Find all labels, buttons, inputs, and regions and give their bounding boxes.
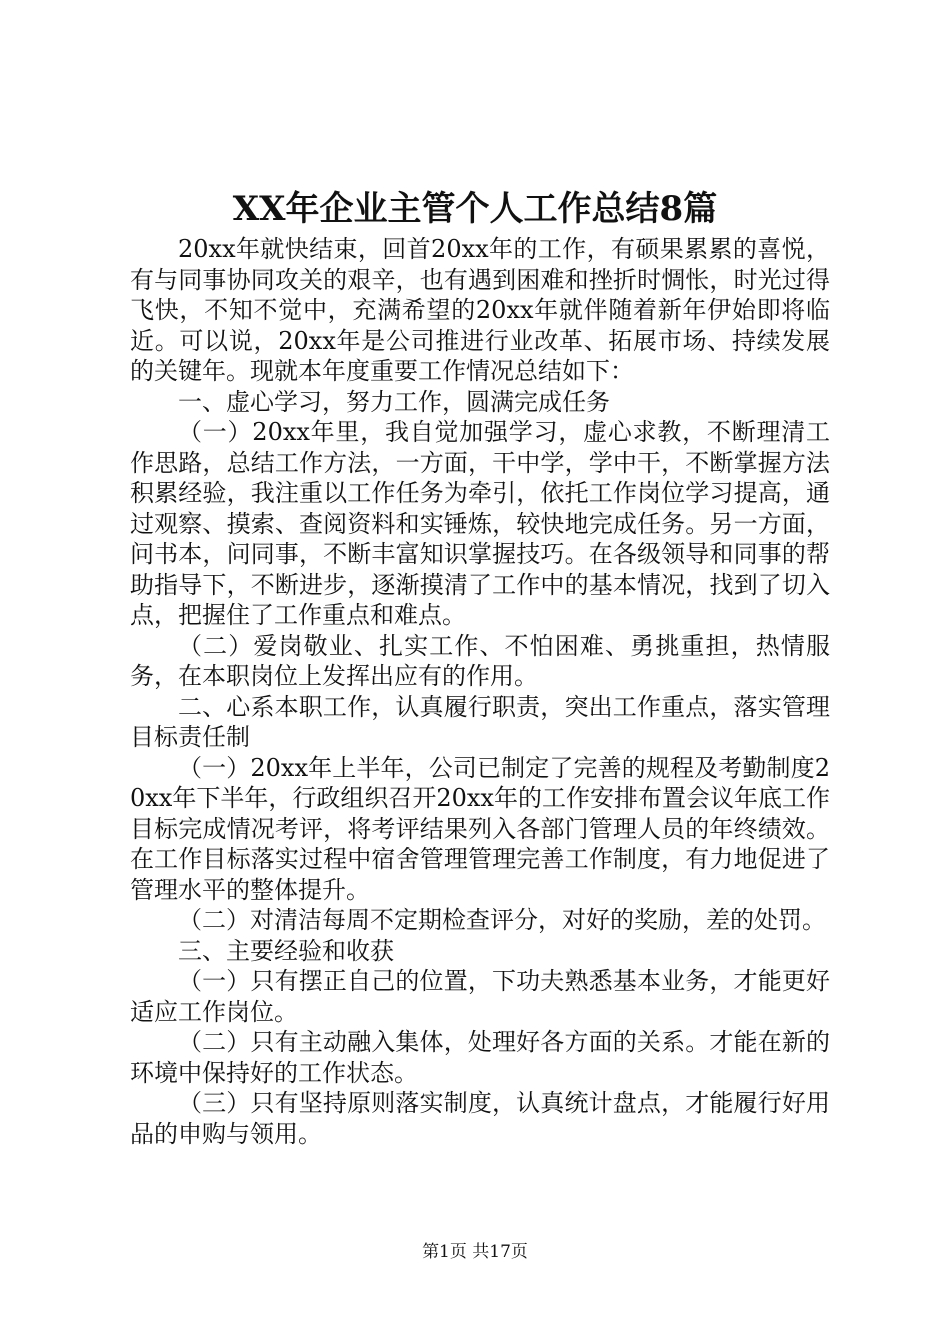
- section-3-item-1: （一）只有摆正自己的位置，下功夫熟悉基本业务，才能更好适应工作岗位。: [130, 967, 830, 1026]
- section-1-item-2: （二）爱岗敬业、扎实工作、不怕困难、勇挑重担，热情服务，在本职岗位上发挥出应有的作用。: [130, 631, 830, 690]
- section-3-item-3: （三）只有坚持原则落实制度，认真统计盘点，才能履行好用品的申购与领用。: [130, 1089, 830, 1148]
- document-title: XX年企业主管个人工作总结8篇: [232, 189, 718, 229]
- section-heading-2: 二、心系本职工作，认真履行职责，突出工作重点，落实管理目标责任制: [130, 692, 830, 751]
- page-footer: 第1页 共17页: [422, 1242, 528, 1262]
- section-2-item-1: （一）20xx年上半年，公司已制定了完善的规程及考勤制度20xx年下半年，行政组织召开20xx年的工作安排布置会议年底工作目标完成情况考评，将考评结果列入各部门管理人员的年终绩效。在工作目标落实过程中宿舍管理管理完善工作制度，有力地促进了管理水平的整体提升。: [130, 753, 830, 904]
- section-heading-1: 一、虚心学习，努力工作，圆满完成任务: [178, 387, 610, 416]
- section-1-item-1: （一）20xx年里，我自觉加强学习，虚心求教，不断理清工作思路，总结工作方法，一方面，干中学，学中干，不断掌握方法积累经验，我注重以工作任务为牵引，依托工作岗位学习提高，通过观察、摸索、查阅资料和实锤炼，较快地完成任务。另一方面，问书本，问同事，不断丰富知识掌握技巧。在各级领导和同事的帮助指导下，不断进步，逐渐摸清了工作中的基本情况，找到了切入点，把握住了工作重点和难点。: [130, 418, 830, 629]
- section-heading-3: 三、主要经验和收获: [178, 936, 394, 965]
- section-2-item-2: （二）对清洁每周不定期检查评分，对好的奖励，差的处罚。: [178, 906, 826, 934]
- intro-paragraph: 20xx年就快结束，回首20xx年的工作，有硕果累累的喜悦，有与同事协同攻关的艰辛，也有遇到困难和挫折时惆怅，时光过得飞快，不知不觉中，充满希望的20xx年就伴随着新年伊始即将临近。可以说，20xx年是公司推进行业改革、拓展市场、持续发展的关键年。现就本年度重要工作情况总结如下：: [130, 235, 830, 385]
- document-body: [130, 234, 830, 1149]
- section-3-item-2: （二）只有主动融入集体，处理好各方面的关系。才能在新的环境中保持好的工作状态。: [130, 1028, 830, 1087]
